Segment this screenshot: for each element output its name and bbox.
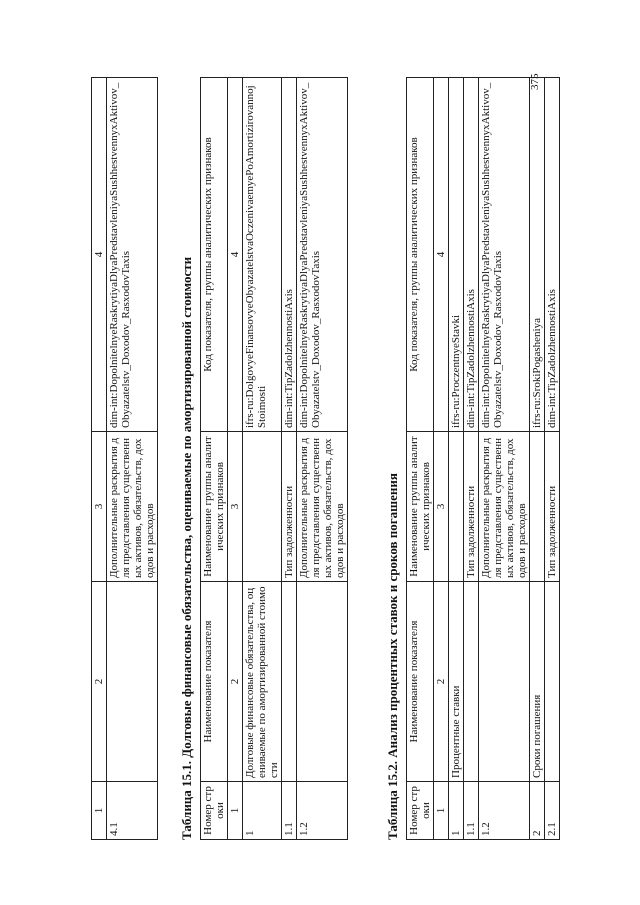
table-row (297, 78, 348, 840)
table-row (545, 78, 560, 840)
table-15-2 (406, 77, 560, 840)
row-number: 2.1 (545, 782, 560, 840)
index-cell: 2 (228, 582, 243, 782)
indicator-name: Процентные ставки (449, 582, 464, 782)
index-cell: 3 (434, 432, 449, 582)
continuation-table (91, 77, 158, 840)
index-cell: 4 (228, 78, 243, 432)
table-15-1 (200, 77, 348, 840)
index-row (434, 78, 449, 840)
header-row (201, 78, 228, 840)
row-number: 1.2 (479, 782, 530, 840)
header-row (407, 78, 434, 840)
indicator-name: Долговые финансовые обязательства, оцениваемые по амортизированной стоимости (243, 582, 282, 782)
group-name: Тип задолженности (282, 432, 297, 582)
index-cell: 3 (92, 432, 107, 582)
table-row (479, 78, 530, 840)
index-row (228, 78, 243, 840)
indicator-code: dim-int:DopolnitelnyeRaskrytiyaDlyaPredstavleniyaSushhestvennyxAktivov_Obyazatelstv_Doxodov_RasxodovTaxis (297, 78, 348, 432)
table-15-2-section (385, 60, 560, 840)
row-number: 1 (449, 782, 464, 840)
indicator-code: ifrs-ru:ProczentnyeStavki (449, 78, 464, 432)
table-caption: Таблица 15.1. Долговые финансовые обязательства, оцениваемые по амортизированной стоимости (179, 256, 194, 840)
index-cell: 2 (92, 582, 107, 782)
indicator-code: dim-int:DopolnitelnyeRaskrytiyaDlyaPredstavleniyaSushhestvennyxAktivov_Obyazatelstv_Doxodov_RasxodovTaxis (479, 78, 530, 432)
indicator-code: dim-int:TipZadolzhennostiAxis (545, 78, 560, 432)
group-name (449, 432, 464, 582)
table-row (530, 78, 545, 840)
indicator-code: ifrs-ru:DolgovyeFinansovyeObyazatelstvaOczenivaemyePoAmortizirovannojStoimosti (243, 78, 282, 432)
index-cell: 1 (228, 782, 243, 840)
row-number: 2 (530, 782, 545, 840)
rotated-page (91, 60, 558, 840)
row-number: 1.2 (297, 782, 348, 840)
header-cell: Наименование группы аналитических признаков (201, 432, 228, 582)
group-name: Дополнительные раскрытия для представления существенных активов, обязательств, доходов и расходов (107, 432, 158, 582)
group-name: Дополнительные раскрытия для представления существенных активов, обязательств, доходов и расходов (297, 432, 348, 582)
indicator-name (479, 582, 530, 782)
index-cell: 4 (434, 78, 449, 432)
indicator-name: Сроки погашения (530, 582, 545, 782)
index-cell: 1 (434, 782, 449, 840)
header-cell: Номер строки (407, 782, 434, 840)
indicator-name (282, 582, 297, 782)
indicator-name (297, 582, 348, 782)
group-name: Дополнительные раскрытия для представления существенных активов, обязательств, доходов и расходов (479, 432, 530, 582)
row-number: 4.1 (107, 782, 158, 840)
row-number: 1 (243, 782, 282, 840)
header-cell: Номер строки (201, 782, 228, 840)
index-cell: 2 (434, 582, 449, 782)
group-name (530, 432, 545, 582)
indicator-code: dim-int:DopolnitelnyeRaskrytiyaDlyaPredstavleniyaSushhestvennyxAktivov_Obyazatelstv_Doxodov_RasxodovTaxis (107, 78, 158, 432)
indicator-name (545, 582, 560, 782)
indicator-name (464, 582, 479, 782)
group-name: Тип задолженности (545, 432, 560, 582)
index-cell: 1 (92, 782, 107, 840)
table-row (464, 78, 479, 840)
page-number: 375 (529, 73, 541, 90)
continuation-section (91, 60, 158, 840)
table-row (449, 78, 464, 840)
header-cell: Наименование группы аналитических признаков (407, 432, 434, 582)
row-number: 1.1 (464, 782, 479, 840)
row-number: 1.1 (282, 782, 297, 840)
header-cell: Код показателя, группы аналитических признаков (201, 78, 228, 432)
index-cell: 3 (228, 432, 243, 582)
indicator-name (107, 582, 158, 782)
group-name: Тип задолженности (464, 432, 479, 582)
indicator-code: dim-int:TipZadolzhennostiAxis (464, 78, 479, 432)
header-cell: Наименование показателя (407, 582, 434, 782)
indicator-code: ifrs-ru:SrokiPogasheniya (530, 78, 545, 432)
index-cell: 4 (92, 78, 107, 432)
table-caption: Таблица 15.2. Анализ процентных ставок и сроков погашения (385, 473, 400, 840)
group-name (243, 432, 282, 582)
header-cell: Наименование показателя (201, 582, 228, 782)
table-row (107, 78, 158, 840)
header-cell: Код показателя, группы аналитических признаков (407, 78, 434, 432)
table-row (282, 78, 297, 840)
indicator-code: dim-int:TipZadolzhennostiAxis (282, 78, 297, 432)
table-15-1-section (179, 60, 348, 840)
index-row (92, 78, 107, 840)
table-row (243, 78, 282, 840)
